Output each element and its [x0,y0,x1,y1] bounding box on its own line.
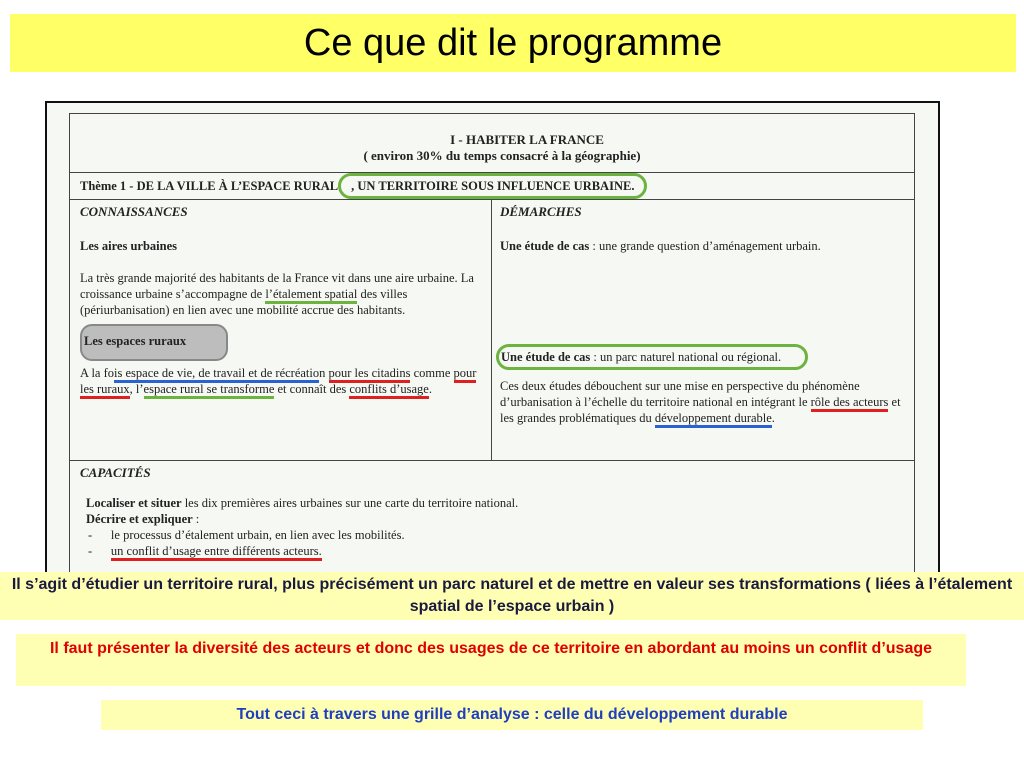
header-title: I - HABITER LA FRANCE [450,132,604,147]
theme-highlight: , UN TERRITOIRE SOUS INFLUENCE URBAINE. [338,173,647,199]
paragraph [500,378,906,426]
text: le processus d’étalement urbain, en lien avec les mobilités. [110,528,405,542]
paragraph [80,270,481,318]
text: et les grandes problématiques du [500,395,901,425]
text: : [192,512,200,526]
text: Ces deux études débouchent sur une mise en perspective du phénomène d’urbanisation à l’échelle du territoire national en intégrant le [500,379,860,409]
text: Une étude de cas [500,239,590,253]
text: : un parc naturel national ou régional. [590,350,782,364]
capacites-section [70,460,914,572]
section-heading: CAPACITÉS [80,465,151,480]
paragraph [80,495,904,511]
text: A la fo [80,366,115,380]
text: Une étude de cas [501,350,591,364]
underlined-text: développement durable [655,411,772,428]
underlined-text: conflits d’usage [349,382,429,399]
underlined-text: rôle des acteurs [811,395,889,412]
underlined-text: l’étalement spatial [265,287,357,304]
theme-text: Thème 1 - DE LA VILLE À L’ESPACE RURAL [80,179,339,193]
paragraph [500,344,906,370]
header-subtitle: ( environ 30% du temps consacré à la géographie) [363,148,641,163]
text: : une grande question d’aménagement urbain. [589,239,821,253]
text: Localiser et situer [86,496,182,510]
callout-developpement-durable: Tout ceci à travers une grille d’analyse : celle du développement durable [101,700,923,730]
highlighted-subheading: Les espaces ruraux [80,324,228,361]
theme-row [70,172,914,200]
text: comme [410,366,454,380]
text: des villes (périurbanisation) en lien avec une mobilité accrue des habitants. [80,287,408,317]
highlight-ring [496,344,808,370]
callout-acteurs: Il faut présenter la diversité des acteurs et donc des usages de ce territoire en abordant au moins un conflit d’usage [16,634,966,686]
table-header [70,114,914,173]
text: et connaît des [274,382,350,396]
underlined-text: is espace de vie, de travail et de récréatio [114,366,319,383]
text: La très grande majorité des habitants de la France vit dans une aire urbaine. La croissance urbaine s’accompagne de [80,271,474,301]
underlined-text: espace rural se transforme [144,382,275,399]
underlined-text: un conflit d’usage entre différents acteurs. [111,544,322,561]
subheading: Les aires urbaines [80,239,177,253]
paragraph [80,511,904,527]
callout-territoire: Il s’agit d’étudier un territoire rural, plus précisément un parc naturel et de mettre en valeur ses transformations ( liées à l’étalement spatial de l’espace urbain ) [0,572,1024,620]
text: , l’ [129,382,144,396]
program-table [69,113,915,572]
paragraph [500,238,906,254]
underlined-text: pour les ruraux [80,366,476,399]
scanned-program-document [45,101,940,572]
text: n [319,366,329,380]
connaissances-column [70,200,492,460]
text: les dix premières aires urbaines sur une carte du territoire national. [181,496,519,510]
section-heading: CONNAISSANCES [80,204,188,219]
text: Décrire et expliquer [86,512,193,526]
slide-title: Ce que dit le programme [10,14,1016,72]
list-item: - le processus d’étalement urbain, en lien avec les mobilités. [88,528,405,542]
underlined-text: pour les citadins [329,366,411,383]
paragraph [80,365,481,397]
text: . [428,382,432,396]
list-item: - un conflit d’usage entre différents acteurs. [80,543,904,559]
section-heading: DÉMARCHES [500,204,582,219]
text: . [771,411,775,425]
demarches-column [492,200,914,460]
